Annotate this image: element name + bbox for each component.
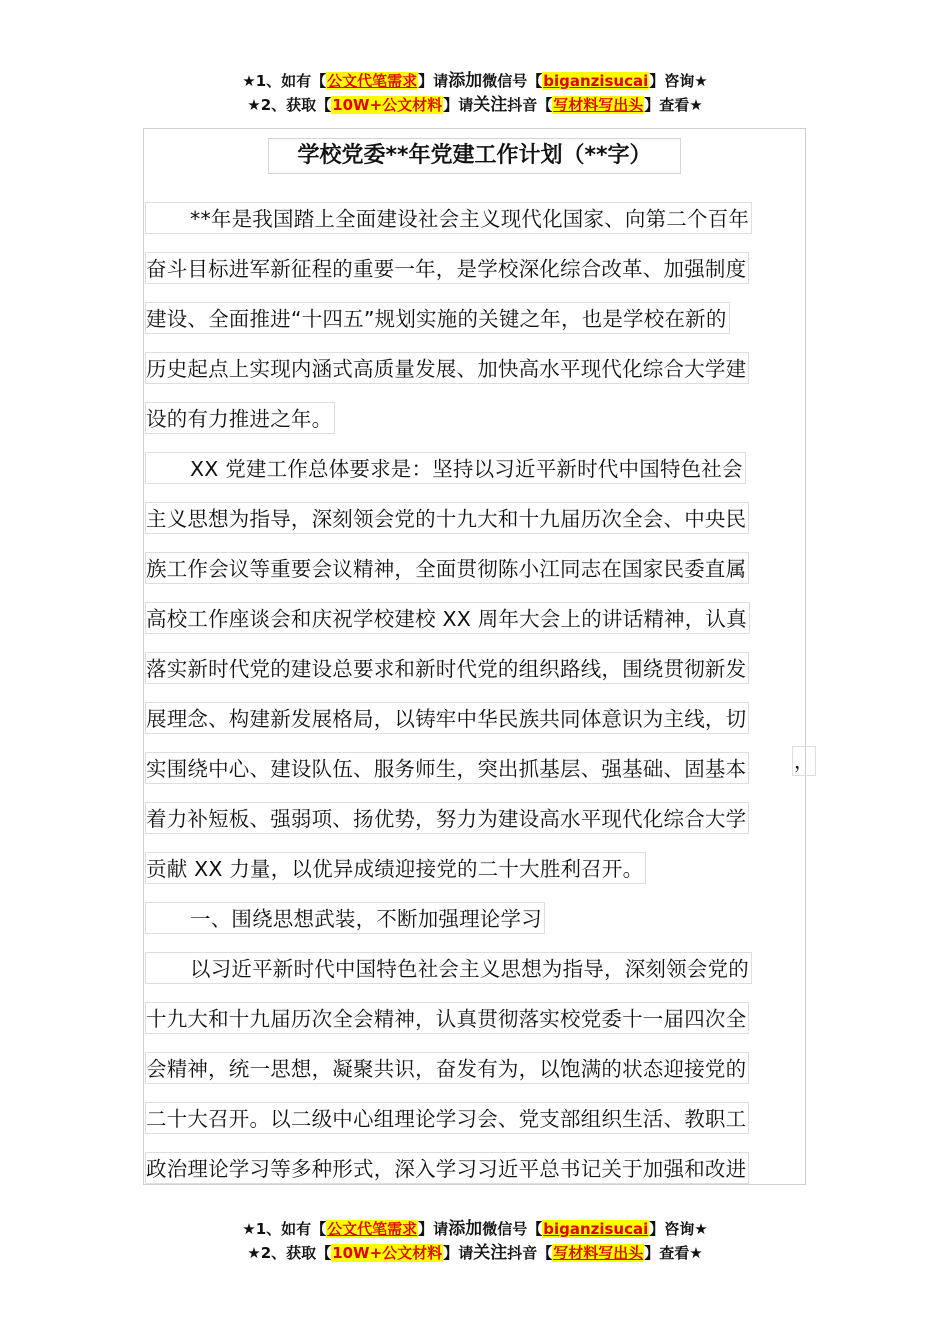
- promo-text: 】请: [443, 1244, 474, 1262]
- promo-wechat-id: biganzisucai: [543, 72, 649, 90]
- line-text: XX 党建工作总体要求是：坚持以习近平新时代中国特色社会: [145, 452, 746, 484]
- line-text: 政治理论学习等多种形式，深入学习习近平总书记关于加强和改进: [145, 1152, 749, 1184]
- promo-line-1: [0, 69, 950, 93]
- paragraph-line: [145, 744, 805, 794]
- line-text: 以习近平新时代中国特色社会主义思想为指导，深刻领会党的: [145, 952, 752, 984]
- line-text: 十九大和十九届历次全会精神，认真贯彻落实校党委十一届四次全: [145, 1002, 749, 1034]
- paragraph-line: [145, 544, 805, 594]
- promo-emphasis: 关注: [473, 1243, 508, 1263]
- promo-line-1: [0, 1217, 950, 1241]
- paragraph-line: [145, 644, 805, 694]
- promo-text: ★2、获取【: [247, 1244, 332, 1262]
- line-text: 会精神，统一思想，凝聚共识，奋发有为，以饱满的状态迎接党的: [145, 1052, 749, 1084]
- promo-text: 】咨询★: [649, 72, 708, 90]
- paragraph-line: [145, 394, 805, 444]
- promo-text: 抖音【: [507, 1244, 553, 1262]
- line-text: 历史起点上实现内涵式高质量发展、加快高水平现代化综合大学建: [145, 352, 749, 384]
- line-text: 设的有力推进之年。: [145, 402, 335, 434]
- promo-text: ★1、如有【: [242, 1220, 327, 1238]
- paragraph-line: [145, 1144, 805, 1194]
- promo-text: 微信号【: [482, 1220, 543, 1238]
- line-text: 高校工作座谈会和庆祝学校建校 XX 周年大会上的讲话精神，认真: [145, 602, 750, 634]
- promo-line-2: [0, 93, 950, 117]
- document-body: [145, 194, 805, 1194]
- line-text: 落实新时代党的建设总要求和新时代党的组织路线，围绕贯彻新发: [145, 652, 749, 684]
- promo-emphasis: 关注: [473, 95, 508, 115]
- line-text: 展理念、构建新发展格局，以铸牢中华民族共同体意识为主线，切: [145, 702, 749, 734]
- promo-text: 抖音【: [507, 96, 553, 114]
- line-text: **年是我国踏上全面建设社会主义现代化国家、向第二个百年: [145, 202, 752, 234]
- promo-wechat-id: biganzisucai: [543, 1220, 649, 1238]
- promo-emphasis: 添加: [448, 71, 483, 91]
- promo-text: ★2、获取【: [247, 96, 332, 114]
- promo-douyin-id: 写材料写出头: [553, 96, 644, 114]
- promo-text: 】查看★: [644, 96, 703, 114]
- promo-emphasis: 添加: [448, 1219, 483, 1239]
- promo-highlight: 公文代笔需求: [327, 1220, 418, 1238]
- heading-text: 一、围绕思想武装，不断加强理论学习: [145, 902, 545, 934]
- paragraph-line: [145, 344, 805, 394]
- paragraph-line: [145, 244, 805, 294]
- line-text: 二十大召开。以二级中心组理论学习会、党支部组织生活、教职工: [145, 1102, 749, 1134]
- promo-douyin-id: 写材料写出头: [553, 1244, 644, 1262]
- promo-line-2: [0, 1241, 950, 1265]
- paragraph-line: [145, 494, 805, 544]
- promo-text: 】请: [418, 72, 449, 90]
- promo-highlight: 10W+公文材料: [332, 1244, 443, 1262]
- promo-text: ★1、如有【: [242, 72, 327, 90]
- paragraph-line: [145, 694, 805, 744]
- paragraph-line: [145, 994, 805, 1044]
- paragraph-line: [145, 594, 805, 644]
- section-heading: [145, 894, 805, 944]
- paragraph-line: [145, 1044, 805, 1094]
- paragraph-line: [145, 444, 805, 494]
- paragraph-line: [145, 1094, 805, 1144]
- promo-text: 】请: [443, 96, 474, 114]
- promo-text: 】查看★: [644, 1244, 703, 1262]
- paragraph-line: [145, 844, 805, 894]
- paragraph-line: [145, 294, 805, 344]
- promo-text: 微信号【: [482, 72, 543, 90]
- promo-highlight: 10W+公文材料: [332, 96, 443, 114]
- overflow-comma: ，: [792, 746, 816, 776]
- promo-text: 】咨询★: [649, 1220, 708, 1238]
- paragraph-line: [145, 794, 805, 844]
- line-text: 贡献 XX 力量，以优异成绩迎接党的二十大胜利召开。: [145, 852, 646, 884]
- line-text: 族工作会议等重要会议精神，全面贯彻陈小江同志在国家民委直属: [145, 552, 749, 584]
- promo-text: 】请: [418, 1220, 449, 1238]
- paragraph-line: [145, 194, 805, 244]
- promo-highlight: 公文代笔需求: [327, 72, 418, 90]
- line-text: 主义思想为指导，深刻领会党的十九大和十九届历次全会、中央民: [145, 502, 749, 534]
- document-title: 学校党委**年党建工作计划（**字）: [268, 138, 681, 174]
- line-text: 奋斗目标进军新征程的重要一年，是学校深化综合改革、加强制度: [145, 252, 749, 284]
- line-text: 着力补短板、强弱项、扬优势，努力为建设高水平现代化综合大学: [145, 802, 749, 834]
- bottom-promo-banner: [0, 1217, 950, 1265]
- paragraph-line: [145, 944, 805, 994]
- line-text: 建设、全面推进“十四五”规划实施的关键之年，也是学校在新的: [145, 302, 730, 334]
- line-text: 实围绕中心、建设队伍、服务师生，突出抓基层、强基础、固基本: [145, 752, 749, 784]
- top-promo-banner: [0, 69, 950, 117]
